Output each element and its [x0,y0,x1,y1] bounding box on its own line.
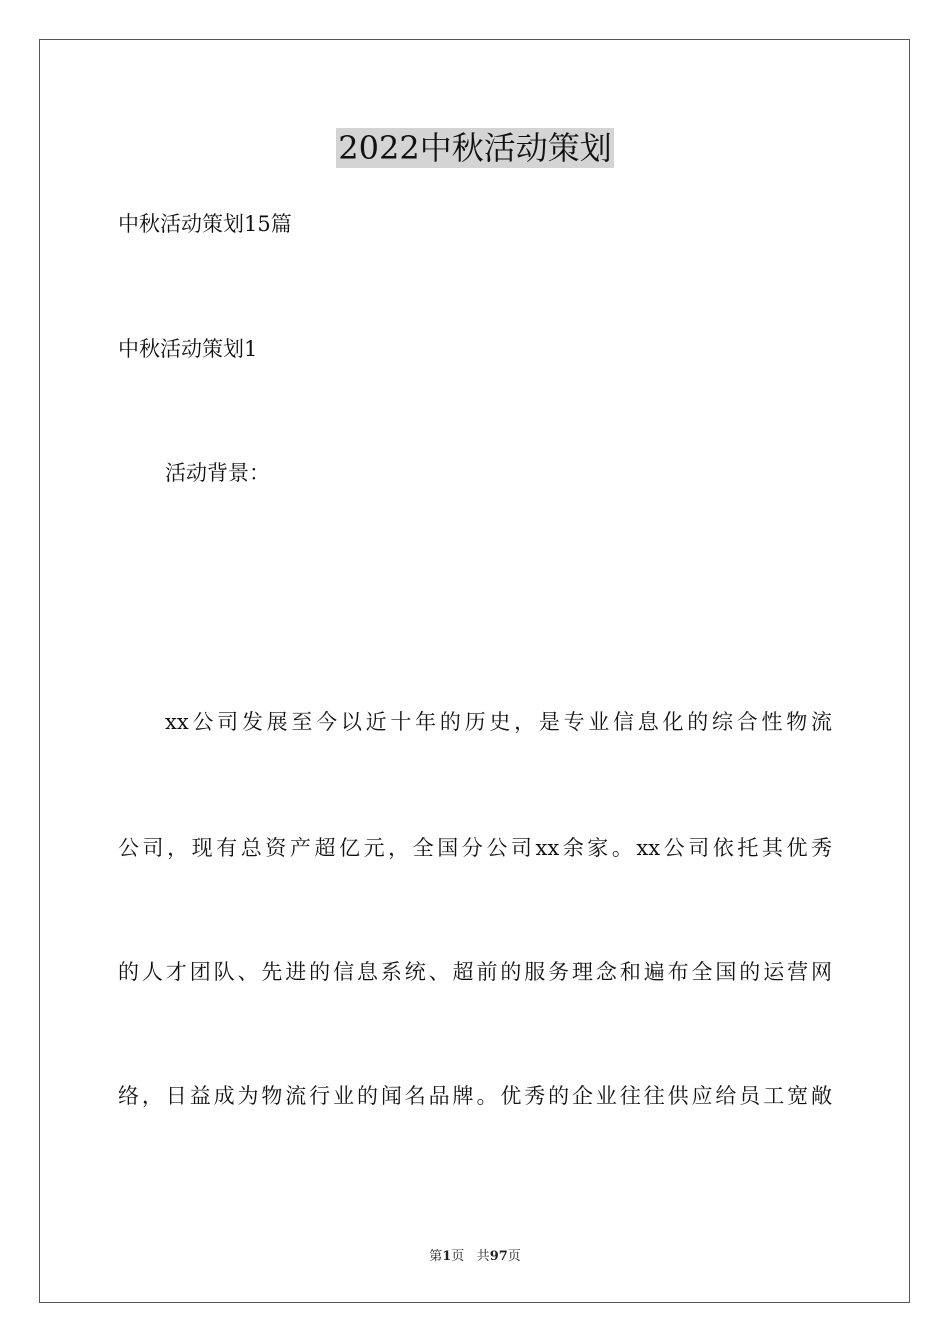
footer-total-prefix: 共 [476,1249,490,1264]
page-footer [0,1248,950,1266]
section-heading: 中秋活动策划1 [118,337,258,361]
background-label: 活动背景： [165,461,270,485]
paragraph-line-2: 公司，现有总资产超亿元，全国分公司xx余家。xx公司依托其优秀 [118,836,832,860]
footer-total-suffix: 页 [507,1249,521,1264]
title-container [0,128,950,168]
paragraph-line-4: 络，日益成为物流行业的闻名品牌。优秀的企业往往供应给员工宽敞 [118,1084,832,1108]
footer-total-pages: 97 [489,1249,508,1264]
footer-page-prefix: 第 [429,1249,443,1264]
footer-page-number: 1 [442,1249,452,1264]
paragraph-line-3: 的人才团队、先进的信息系统、超前的服务理念和遍布全国的运营网 [118,960,832,984]
paragraph-line-1: xx公司发展至今以近十年的历史，是专业信息化的综合性物流 [165,710,832,734]
footer-page-suffix: 页 [451,1249,465,1264]
document-title: 2022中秋活动策划 [338,129,612,167]
document-subtitle: 中秋活动策划15篇 [118,212,292,236]
